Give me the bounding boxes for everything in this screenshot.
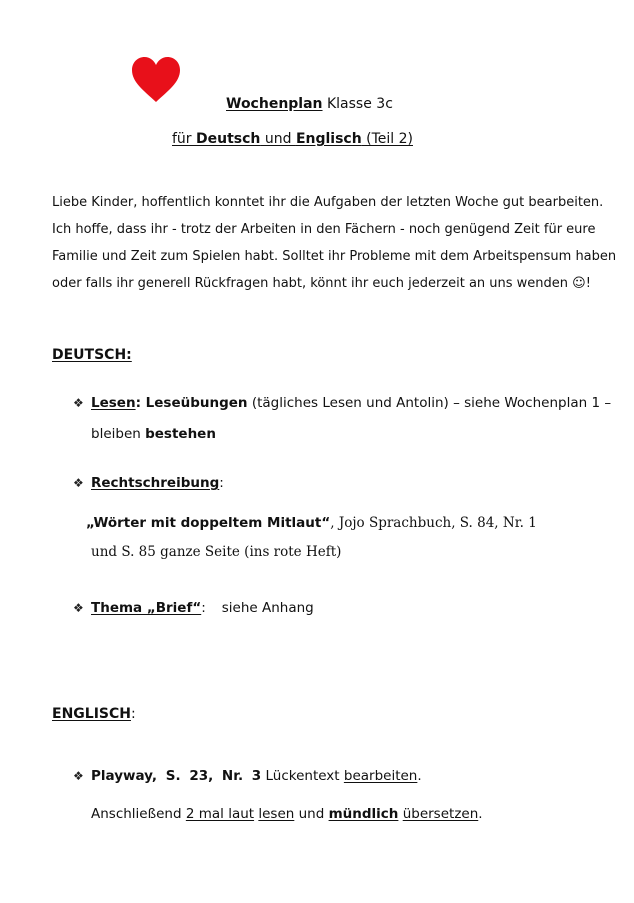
rechtschreibung-colon: :: [219, 475, 224, 491]
rechtschreibung-line2: und S. 85 ganze Seite (ins rote Heft): [91, 544, 342, 560]
brief-label: Thema „Brief“: [91, 600, 202, 616]
en-pre: Anschließend: [91, 806, 186, 822]
englisch-line2: [91, 806, 483, 822]
section-heading-englisch-wrap: [52, 706, 136, 722]
diamond-bullet-icon: ❖: [73, 601, 84, 615]
en-muendlich: mündlich: [328, 806, 399, 822]
brief-item: [91, 600, 314, 616]
section-heading-deutsch: DEUTSCH:: [52, 347, 132, 363]
rechtschreibung-item: [91, 475, 224, 491]
subtitle-mid: und: [260, 131, 296, 147]
subtitle-englisch: Englisch: [295, 131, 362, 147]
lesen-colon: :: [135, 395, 146, 411]
heart-icon: [131, 56, 181, 104]
subtitle-post: (Teil 2): [361, 131, 413, 147]
en-2mal-laut: 2 mal laut: [185, 806, 255, 822]
lesen-rest: (tägliches Lesen und Antolin) – siehe Wochenplan 1 –: [247, 395, 612, 411]
title-bold: Wochenplan: [226, 96, 323, 112]
lesen-line2-bold: bestehen: [145, 426, 216, 442]
playway-item: [91, 768, 422, 784]
diamond-bullet-icon: ❖: [73, 396, 84, 410]
intro-line: oder falls ihr generell Rückfragen habt, könnt ihr euch jederzeit an uns wenden ☺!: [52, 276, 591, 291]
section-heading-englisch: ENGLISCH: [52, 706, 131, 722]
rechtschreibung-line1: [86, 515, 537, 531]
playway-bearbeiten: bearbeiten: [343, 768, 418, 784]
playway-rest: Lückentext: [261, 768, 344, 784]
lesen-item: [91, 395, 611, 411]
en-uebersetzen: übersetzen: [402, 806, 479, 822]
rechtschreibung-topic: „Wörter mit doppeltem Mitlaut“: [86, 515, 331, 531]
intro-line: Liebe Kinder, hoffentlich konntet ihr die Aufgaben der letzten Woche gut bearbeiten.: [52, 195, 604, 210]
en-mid: und: [294, 806, 329, 822]
diamond-bullet-icon: ❖: [73, 769, 84, 783]
lesen-line2-pre: bleiben: [91, 426, 146, 442]
englisch-colon: :: [130, 706, 136, 722]
brief-rest: siehe Anhang: [221, 600, 314, 616]
intro-line: Familie und Zeit zum Spielen habt. Solltet ihr Probleme mit dem Arbeitspensum haben: [52, 249, 617, 264]
lesen-line2: [91, 426, 216, 442]
subtitle-pre: für: [172, 131, 197, 147]
page-title: [226, 96, 393, 112]
en-end: .: [478, 806, 483, 822]
brief-colon: :: [201, 600, 206, 616]
rechtschreibung-ref: , Jojo Sprachbuch, S. 84, Nr. 1: [330, 515, 537, 531]
rechtschreibung-label: Rechtschreibung: [91, 475, 220, 491]
intro-line: Ich hoffe, dass ihr - trotz der Arbeiten in den Fächern - noch genügend Zeit für eure: [52, 222, 596, 237]
lesen-bold: Leseübungen: [145, 395, 248, 411]
title-rest: Klasse 3c: [322, 96, 393, 112]
subtitle-deutsch: Deutsch: [196, 131, 261, 147]
diamond-bullet-icon: ❖: [73, 476, 84, 490]
en-lesen: lesen: [258, 806, 295, 822]
lesen-label: Lesen: [91, 395, 136, 411]
page-subtitle: [172, 131, 413, 147]
playway-ref: Playway, S. 23, Nr. 3: [91, 768, 262, 784]
playway-end: .: [417, 768, 422, 784]
